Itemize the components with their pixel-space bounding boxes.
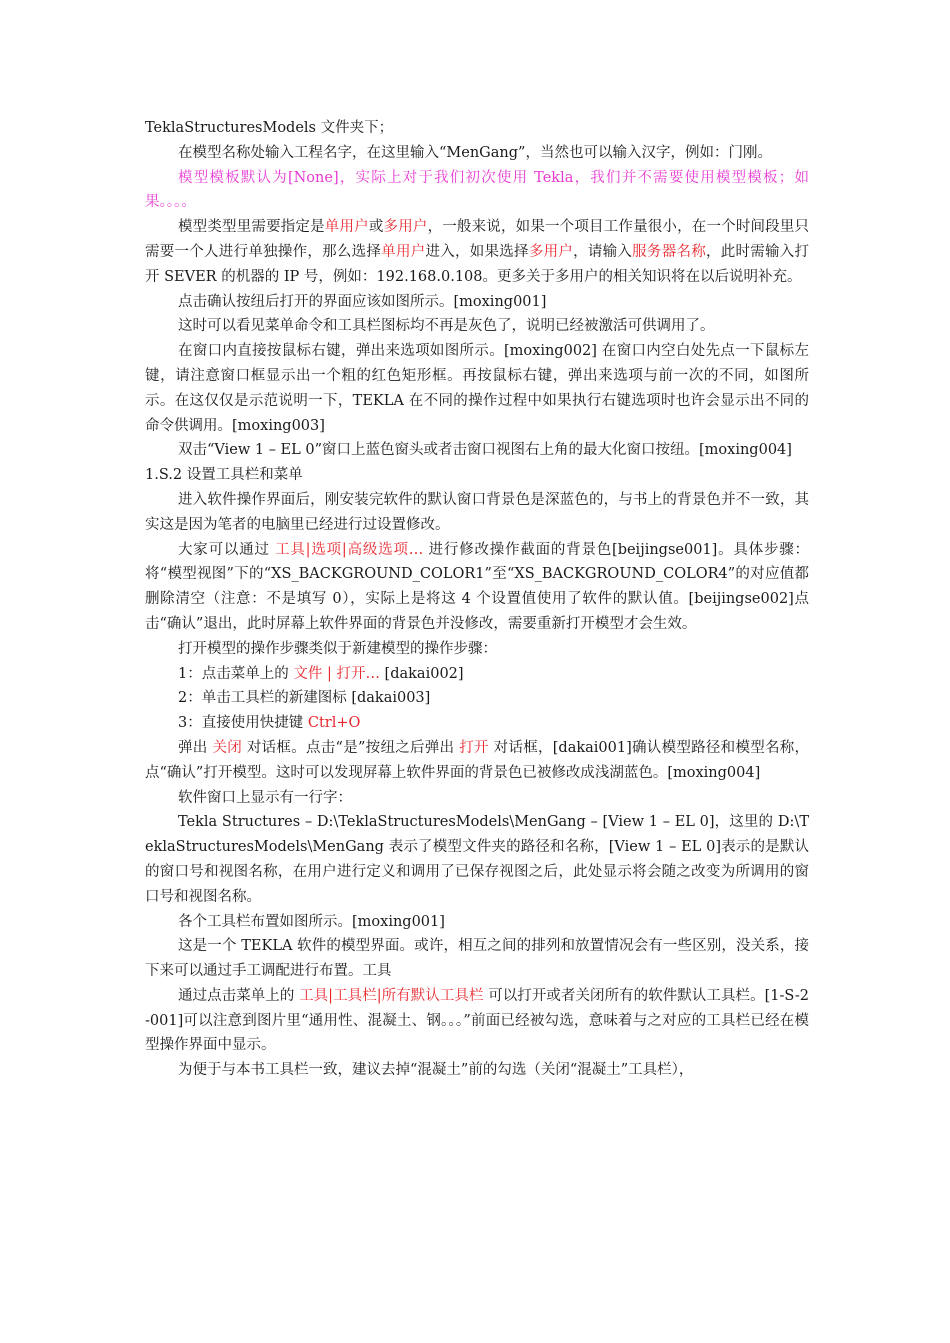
- paragraph: [145, 290, 809, 315]
- text-segment: 为便于与本书工具栏一致，建议去掉“混凝土”前的勾选（关闭“混凝土”工具栏），: [178, 1062, 694, 1079]
- text-segment: 可以打开或者关闭所有的软件默认工具栏。[1-S-2-001]可以注意到图片里“通用性、混凝土、钢。。。”前面已经被勾选，意味着与之对应的工具栏已经在模型操作界面中显示。: [145, 987, 809, 1054]
- text-segment: 打开模型的操作步骤类似于新建模型的操作步骤：: [178, 640, 497, 657]
- text-segment: 对话框，[dakai001]确认模型路径和模型名称，点“确认”打开模型。这时可以发现屏幕上软件界面的背景色已被修改成浅湖蓝色。[moxing004]: [145, 739, 810, 781]
- text-segment: 各个工具栏布置如图所示。[moxing001]: [178, 913, 445, 930]
- text-segment: 1：点击菜单上的: [178, 665, 294, 682]
- highlighted-text: 工具|选项|高级选项…: [275, 541, 424, 558]
- highlighted-text: 多用户: [383, 219, 428, 236]
- text-segment: 模型类型里需要指定是: [178, 219, 325, 236]
- text-segment: 或: [368, 219, 384, 236]
- highlighted-text: 模型模板默认为[None]，实际上对于我们初次使用 Tekla，我们并不需要使用模型模板；如果。。。。: [145, 169, 809, 211]
- text-segment: 进入，如果选择: [425, 243, 529, 260]
- highlighted-text: 单用户: [324, 219, 369, 236]
- section-heading: [145, 463, 809, 488]
- text-segment: ，请输入: [573, 243, 633, 260]
- highlighted-text: 文件 | 打开…: [293, 665, 380, 682]
- paragraph: [145, 438, 809, 463]
- text-segment: 进行修改操作截面的背景色[beijingse001]。具体步骤：将“模型视图”下的“XS_BACKGROUND_COLOR1”至“XS_BACKGROUND_COLOR4”的对应值都删除清空（注意：不是填写 0），实际上是将这 4 个设置值使用了软件的默认值。[beijingse002]点击“确认”退出，此时屏幕上软件界面的背景色并没修改，需要重新打开模型才会生效。: [145, 541, 810, 632]
- text-segment: Tekla Structures – D:\TeklaStructuresModels\MenGang – [View 1 – EL 0]，这里的 D:\TeklaStructuresModels\MenGang 表示了模型文件夹的路径和名称，[View 1 – EL 0]表示的是默认的窗口号和视图名称，在用户进行定义和调用了已保存视图之后，此处显示将会随之改变为所调用的窗口号和视图名称。: [145, 814, 809, 905]
- text-segment: TeklaStructuresModels 文件夹下；: [145, 120, 394, 136]
- paragraph: [145, 637, 809, 662]
- paragraph: [145, 686, 809, 711]
- paragraph: [145, 810, 809, 909]
- text-segment: [dakai002]: [379, 665, 464, 682]
- highlighted-text: 单用户: [381, 243, 426, 260]
- document-page: [145, 116, 809, 1083]
- text-segment: 2：单击工具栏的新建图标 [dakai003]: [178, 690, 431, 707]
- paragraph: [145, 215, 809, 289]
- text-segment: 大家可以通过: [178, 541, 276, 558]
- paragraph: [145, 910, 809, 935]
- paragraph: [145, 538, 809, 637]
- text-segment: 软件窗口上显示有一行字：: [178, 789, 352, 806]
- text-segment: 3：直接使用快捷键: [178, 715, 308, 732]
- highlighted-text: 服务器名称: [632, 243, 706, 260]
- paragraph: [145, 141, 809, 166]
- text-segment: 在窗口内直接按鼠标右键，弹出来选项如图所示。[moxing002] 在窗口内空白处先点一下鼠标左键，请注意窗口框显示出一个粗的红色矩形框。再按鼠标右键，弹出来选项与前一次的不同，如图所示。在这仅仅是示范说明一下，TEKLA 在不同的操作过程中如果执行右键选项时也许会显示出不同的命令供调用。[moxing003]: [145, 343, 809, 434]
- paragraph: [145, 339, 809, 438]
- highlighted-text: Ctrl+O: [307, 715, 361, 732]
- paragraph: [145, 314, 809, 339]
- text-segment: ，一般来说，如果一个项目工作量很小，在一个时间段里只需要一个人进行单独操作，那么选择: [145, 219, 810, 260]
- paragraph: [145, 488, 809, 538]
- highlighted-text: 关闭: [212, 739, 242, 756]
- paragraph: [145, 934, 809, 984]
- text-segment: 双击“View 1 – EL 0”窗口上蓝色窗头或者击窗口视图右上角的最大化窗口按纽。[moxing004]: [178, 442, 792, 459]
- paragraph: [145, 1058, 809, 1083]
- text-segment: 对话框。点击“是”按纽之后弹出: [242, 739, 460, 756]
- text-segment: 通过点击菜单上的: [178, 987, 300, 1004]
- paragraph: [145, 662, 809, 687]
- paragraph: [145, 166, 809, 216]
- text-segment: 进入软件操作界面后，刚安装完软件的默认窗口背景色是深蓝色的，与书上的背景色并不一致，其实这是因为笔者的电脑里已经进行过设置修改。: [145, 491, 809, 533]
- highlighted-text: 工具|工具栏|所有默认工具栏: [299, 987, 484, 1004]
- paragraph: [145, 736, 809, 786]
- text-segment: 这是一个 TEKLA 软件的模型界面。或许，相互之间的排列和放置情况会有一些区别，没关系，接下来可以通过手工调配进行布置。工具: [145, 938, 809, 980]
- text-segment: 1.S.2 设置工具栏和菜单: [145, 467, 303, 484]
- text-segment: 点击确认按纽后打开的界面应该如图所示。[moxing001]: [178, 293, 547, 310]
- paragraph: [145, 711, 809, 736]
- text-segment: ，此时需输入打开 SEVER 的机器的 IP 号，例如：192.168.0.108。更多关于多用户的相关知识将在以后说明补充。: [145, 243, 810, 285]
- highlighted-text: 打开: [459, 739, 489, 756]
- text-segment: 弹出: [178, 739, 213, 756]
- highlighted-text: 多用户: [528, 243, 574, 260]
- text-segment: 这时可以看见菜单命令和工具栏图标均不再是灰色了，说明已经被激活可供调用了。: [178, 318, 715, 335]
- paragraph: [145, 116, 809, 141]
- paragraph: [145, 984, 809, 1058]
- paragraph: [145, 786, 809, 811]
- text-segment: 在模型名称处输入工程名字，在这里输入“MenGang”，当然也可以输入汉字，例如：门刚。: [178, 144, 772, 161]
